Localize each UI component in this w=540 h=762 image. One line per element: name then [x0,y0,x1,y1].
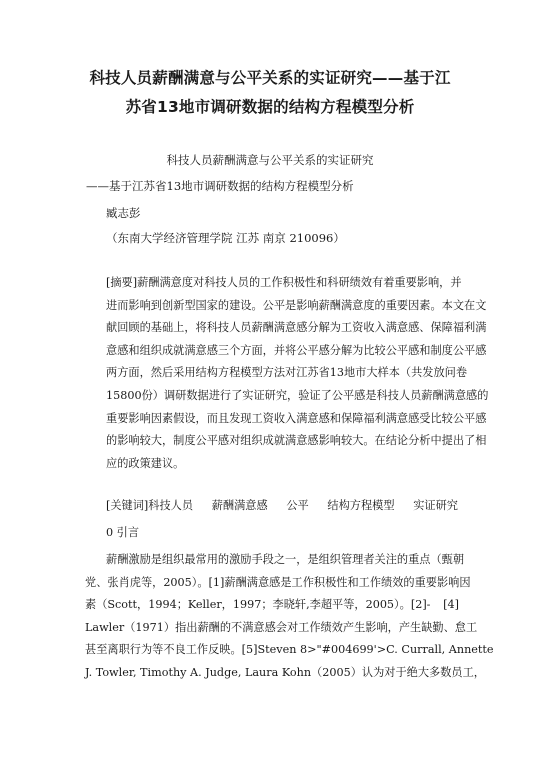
keyword: 薪酬满意感 [211,499,268,512]
section-heading-introduction: 0 引言 [106,526,140,539]
body-text [85,549,494,685]
body-line-segment: [4] [443,598,459,612]
body-line: 甚至离职行为等不良工作反映。[5]Steven 8>"#004699'>C. Currall, Annette [85,643,494,657]
keyword: 实证研究 [413,499,458,512]
body-line: J. Towler, Timothy A. Judge, Laura Kohn（2005）认为对于绝大多数员工， [85,665,485,679]
abstract-line: 献回顾的基础上，将科技人员薪酬满意感分解为工资收入满意感、保障福利满 [106,321,487,335]
document-title [80,64,460,122]
abstract [106,272,489,475]
abstract-line: 进而影响到创新型国家的建设。公平是影响薪酬满意度的重要因素。本文在文 [106,298,487,312]
keyword: 结构方程模型 [327,499,395,512]
subtitle-secondary: ——基于江苏省13地市调研数据的结构方程模型分析 [86,179,354,193]
abstract-line: 意感和组织成就满意感三个方面，并将公平感分解为比较公平感和制度公平感 [106,343,487,357]
abstract-line: 15800份）调研数据进行了实证研究，验证了公平感是科技人员薪酬满意感的 [106,388,489,402]
body-line: 薪酬激励是组织最常用的激励手段之一，是组织管理者关注的重点（甄朝 [106,553,465,566]
abstract-line: [摘要]薪酬满意度对科技人员的工作积极性和科研绩效有着重要影响，并 [106,276,462,289]
keywords [106,498,458,514]
keyword: 公平 [286,499,309,512]
author-affiliation: （东南大学经济管理学院 江苏 南京 210096） [106,231,345,245]
abstract-line: 的影响较大，制度公平感对组织成就满意感影响较大。在结论分析中提出了相 [106,434,487,448]
body-line: 党、张肖虎等，2005）。[1]薪酬满意感是工作积极性和工作绩效的重要影响因 [85,575,471,589]
title-line-2: 苏省13地市调研数据的结构方程模型分析 [125,98,415,116]
author-name: 臧志彭 [106,206,141,220]
abstract-line: 应的政策建议。 [106,456,185,470]
title-line-1: 科技人员薪酬满意与公平关系的实证研究——基于江 [89,69,451,87]
body-line: Lawler（1971）指出薪酬的不满意感会对工作绩效产生影响，产生缺勤、怠工 [85,620,478,634]
abstract-line: 两方面，然后采用结构方程模型方法对江苏省13地市大样本（共发放问卷 [106,366,468,380]
body-line [85,594,459,617]
abstract-line: 重要影响因素假设，而且发现工资收入满意感和保障福利满意感受比较公平感 [106,411,487,425]
body-line-segment: 素（Scott，1994；Keller，1997；李晓轩,李超平等，2005）。[2]- [85,598,431,612]
keyword: [关键词]科技人员 [106,499,194,512]
subtitle-main: 科技人员薪酬满意与公平关系的实证研究 [166,153,374,167]
